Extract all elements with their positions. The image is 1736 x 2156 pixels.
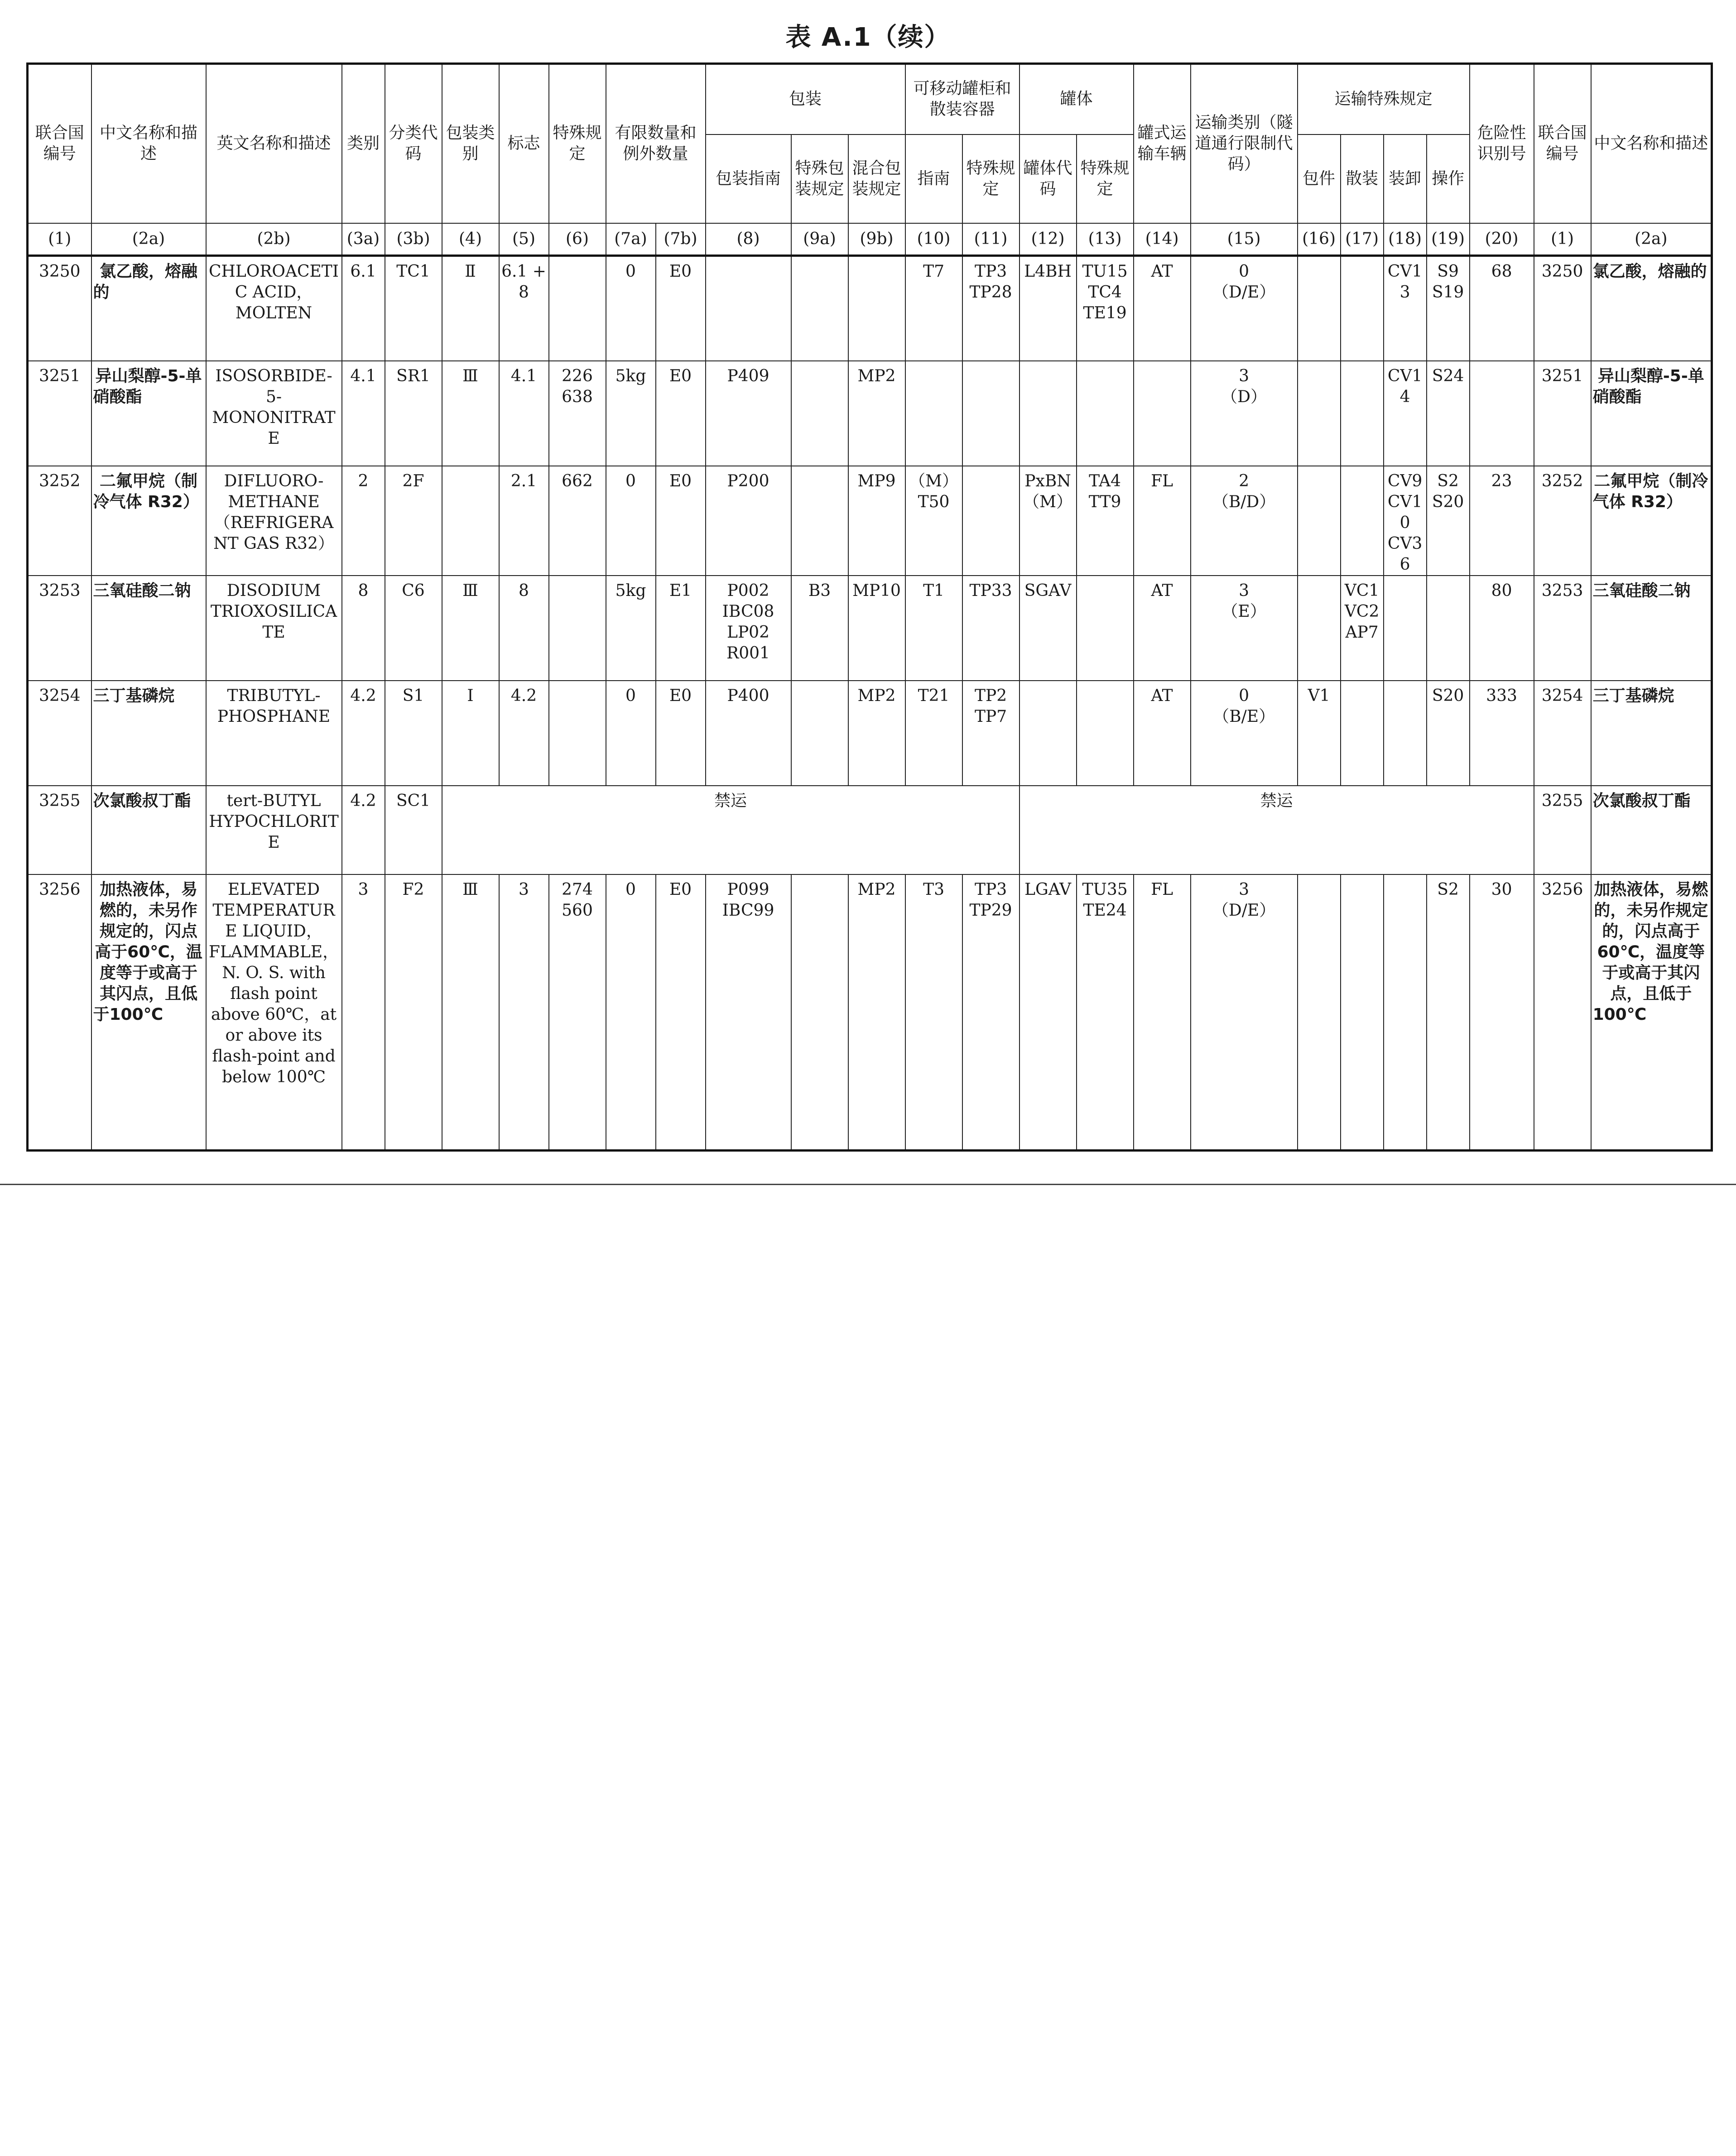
header-hazard-id: 危险性识别号 bbox=[1470, 64, 1534, 223]
cell-un: 3254 bbox=[28, 681, 91, 786]
cell-hazard-id: 80 bbox=[1470, 576, 1534, 681]
table-row-3255 bbox=[28, 786, 1712, 874]
cell-forbidden-2: 禁运 bbox=[1019, 786, 1534, 874]
cell-class: 4.2 bbox=[342, 681, 385, 786]
column-number-21: (17) bbox=[1341, 223, 1384, 256]
header-st-operation: 操作 bbox=[1427, 134, 1470, 223]
cell-class-code: C6 bbox=[385, 576, 442, 681]
cell-tank-code: LGAV bbox=[1019, 874, 1077, 1151]
table-row-3254 bbox=[28, 681, 1712, 786]
cell-excepted-qty: E0 bbox=[656, 256, 706, 361]
dangerous-goods-table bbox=[26, 62, 1713, 1152]
column-number-2: (2a) bbox=[91, 223, 206, 256]
cell-pt-special: TP3 TP28 bbox=[962, 256, 1019, 361]
cell-un-2: 3251 bbox=[1534, 361, 1591, 466]
cell-st-loading: CV9 CV10 CV36 bbox=[1384, 466, 1427, 576]
cell-un: 3252 bbox=[28, 466, 91, 576]
cell-name-en: CHLOROACETIC ACID，MOLTEN bbox=[206, 256, 342, 361]
cell-class: 8 bbox=[342, 576, 385, 681]
cell-un: 3250 bbox=[28, 256, 91, 361]
table-row-3256 bbox=[28, 874, 1712, 1151]
column-number-6: (4) bbox=[442, 223, 499, 256]
header-st-package: 包件 bbox=[1298, 134, 1341, 223]
cell-special-packing bbox=[791, 681, 848, 786]
header-row-1 bbox=[28, 64, 1712, 134]
header-class-code: 分类代码 bbox=[385, 64, 442, 223]
cell-mixed-packing: MP2 bbox=[848, 874, 905, 1151]
cell-st-package bbox=[1298, 874, 1341, 1151]
cell-st-operation: S9 S19 bbox=[1427, 256, 1470, 361]
cell-hazard-id: 23 bbox=[1470, 466, 1534, 576]
column-number-8: (6) bbox=[549, 223, 606, 256]
cell-labels: 2.1 bbox=[499, 466, 549, 576]
cell-special-provisions: 226 638 bbox=[549, 361, 606, 466]
cell-transport-category: 2 （B/D） bbox=[1191, 466, 1298, 576]
cell-special-packing bbox=[791, 361, 848, 466]
column-number-11: (8) bbox=[706, 223, 791, 256]
column-number-14: (10) bbox=[905, 223, 962, 256]
cell-name-cn: 三丁基磷烷 bbox=[91, 681, 206, 786]
column-number-18: (14) bbox=[1134, 223, 1191, 256]
cell-pt-special: TP33 bbox=[962, 576, 1019, 681]
cell-name-cn: 次氯酸叔丁酯 bbox=[91, 786, 206, 874]
cell-name-cn: 加热液体，易燃的，未另作规定的，闪点高于60℃，温度等于或高于其闪点，且低于100℃ bbox=[91, 874, 206, 1151]
cell-pt-special: TP2 TP7 bbox=[962, 681, 1019, 786]
cell-packing-group: Ⅲ bbox=[442, 874, 499, 1151]
cell-mixed-packing: MP2 bbox=[848, 361, 905, 466]
cell-tank-vehicle: AT bbox=[1134, 681, 1191, 786]
cell-un: 3253 bbox=[28, 576, 91, 681]
header-pt-special: 特殊规定 bbox=[962, 134, 1019, 223]
cell-tank-code: SGAV bbox=[1019, 576, 1077, 681]
cell-special-packing bbox=[791, 466, 848, 576]
cell-st-loading bbox=[1384, 576, 1427, 681]
column-number-23: (19) bbox=[1427, 223, 1470, 256]
cell-packing-group: Ⅲ bbox=[442, 576, 499, 681]
cell-packing-group: Ⅲ bbox=[442, 361, 499, 466]
column-number-20: (16) bbox=[1298, 223, 1341, 256]
cell-st-operation: S2 S20 bbox=[1427, 466, 1470, 576]
cell-hazard-id: 68 bbox=[1470, 256, 1534, 361]
column-number-1: (1) bbox=[28, 223, 91, 256]
cell-limited-qty: 0 bbox=[606, 256, 656, 361]
cell-pt-instr: T7 bbox=[905, 256, 962, 361]
cell-excepted-qty: E1 bbox=[656, 576, 706, 681]
table-row-3252 bbox=[28, 466, 1712, 576]
standard-rows bbox=[28, 256, 1712, 786]
cell-pt-special bbox=[962, 361, 1019, 466]
cell-name-cn: 二氟甲烷（制冷气体 R32） bbox=[91, 466, 206, 576]
header-tank-code: 罐体代码 bbox=[1019, 134, 1077, 223]
cell-transport-category: 0 （B/E） bbox=[1191, 681, 1298, 786]
cell-mixed-packing: MP9 bbox=[848, 466, 905, 576]
cell-pt-special: TP3 TP29 bbox=[962, 874, 1019, 1151]
cell-packing-instr: P200 bbox=[706, 466, 791, 576]
table-row-3251 bbox=[28, 361, 1712, 466]
cell-class-code: F2 bbox=[385, 874, 442, 1151]
cell-un-2: 3253 bbox=[1534, 576, 1591, 681]
cell-pt-instr: T3 bbox=[905, 874, 962, 1151]
header-name-cn-2: 中文名称和描述 bbox=[1591, 64, 1712, 223]
header-packing-instr: 包装指南 bbox=[706, 134, 791, 223]
cell-limited-qty: 0 bbox=[606, 466, 656, 576]
column-number-12: (9a) bbox=[791, 223, 848, 256]
column-number-10: (7b) bbox=[656, 223, 706, 256]
cell-name-cn: 三氧硅酸二钠 bbox=[91, 576, 206, 681]
cell-transport-category: 3 （E） bbox=[1191, 576, 1298, 681]
table-row-3253 bbox=[28, 576, 1712, 681]
cell-limited-qty: 0 bbox=[606, 874, 656, 1151]
cell-st-package bbox=[1298, 256, 1341, 361]
cell-tank-vehicle: AT bbox=[1134, 576, 1191, 681]
cell-mixed-packing: MP10 bbox=[848, 576, 905, 681]
cell-tank-code bbox=[1019, 361, 1077, 466]
cell-pt-instr: T21 bbox=[905, 681, 962, 786]
cell-excepted-qty: E0 bbox=[656, 681, 706, 786]
cell-un-2: 3250 bbox=[1534, 256, 1591, 361]
column-number-26: (2a) bbox=[1591, 223, 1712, 256]
cell-un: 3256 bbox=[28, 874, 91, 1151]
cell-un-2: 3252 bbox=[1534, 466, 1591, 576]
cell-tank-special: TA4 TT9 bbox=[1077, 466, 1134, 576]
cell-special-provisions: 274 560 bbox=[549, 874, 606, 1151]
cell-un-2: 3255 bbox=[1534, 786, 1591, 874]
cell-tank-special bbox=[1077, 576, 1134, 681]
cell-limited-qty: 5kg bbox=[606, 361, 656, 466]
header-special-provisions: 特殊规定 bbox=[549, 64, 606, 223]
cell-un: 3255 bbox=[28, 786, 91, 874]
cell-st-operation: S2 bbox=[1427, 874, 1470, 1151]
cell-pt-instr bbox=[905, 361, 962, 466]
row-3256-group bbox=[28, 874, 1712, 1151]
cell-transport-category: 0 （D/E） bbox=[1191, 256, 1298, 361]
header-st-bulk: 散装 bbox=[1341, 134, 1384, 223]
cell-packing-instr bbox=[706, 256, 791, 361]
column-number-4: (3a) bbox=[342, 223, 385, 256]
page-divider bbox=[0, 1184, 1736, 1185]
cell-tank-vehicle: AT bbox=[1134, 256, 1191, 361]
cell-mixed-packing bbox=[848, 256, 905, 361]
cell-tank-code bbox=[1019, 681, 1077, 786]
cell-tank-special: TU35 TE24 bbox=[1077, 874, 1134, 1151]
cell-st-package: V1 bbox=[1298, 681, 1341, 786]
cell-hazard-id: 333 bbox=[1470, 681, 1534, 786]
header-packing-group: 包装类别 bbox=[442, 64, 499, 223]
cell-packing-instr: P400 bbox=[706, 681, 791, 786]
cell-un: 3251 bbox=[28, 361, 91, 466]
header-tank-special: 特殊规定 bbox=[1077, 134, 1134, 223]
cell-st-loading bbox=[1384, 681, 1427, 786]
column-number-3: (2b) bbox=[206, 223, 342, 256]
cell-pt-instr: T1 bbox=[905, 576, 962, 681]
cell-st-bulk: VC1 VC2 AP7 bbox=[1341, 576, 1384, 681]
cell-st-bulk bbox=[1341, 466, 1384, 576]
header-name-en: 英文名称和描述 bbox=[206, 64, 342, 223]
cell-name-en: ISOSORBIDE-5-MONONITRATE bbox=[206, 361, 342, 466]
column-number-16: (12) bbox=[1019, 223, 1077, 256]
column-number-13: (9b) bbox=[848, 223, 905, 256]
cell-tank-special bbox=[1077, 681, 1134, 786]
cell-hazard-id: 30 bbox=[1470, 874, 1534, 1151]
column-number-22: (18) bbox=[1384, 223, 1427, 256]
cell-excepted-qty: E0 bbox=[656, 874, 706, 1151]
column-number-5: (3b) bbox=[385, 223, 442, 256]
cell-class-code: SR1 bbox=[385, 361, 442, 466]
cell-st-loading bbox=[1384, 874, 1427, 1151]
cell-special-packing bbox=[791, 256, 848, 361]
cell-labels: 6.1 + 8 bbox=[499, 256, 549, 361]
cell-class: 2 bbox=[342, 466, 385, 576]
column-number-7: (5) bbox=[499, 223, 549, 256]
cell-st-loading: CV14 bbox=[1384, 361, 1427, 466]
cell-labels: 4.2 bbox=[499, 681, 549, 786]
cell-class: 3 bbox=[342, 874, 385, 1151]
header-portable-tanks: 可移动罐柜和散装容器 bbox=[905, 64, 1019, 134]
column-number-25: (1) bbox=[1534, 223, 1591, 256]
cell-st-bulk bbox=[1341, 681, 1384, 786]
cell-name-cn: 异山梨醇-5-单硝酸酯 bbox=[91, 361, 206, 466]
header-transport-category: 运输类别（隧道通行限制代码） bbox=[1191, 64, 1298, 223]
cell-packing-instr: P409 bbox=[706, 361, 791, 466]
cell-limited-qty: 5kg bbox=[606, 576, 656, 681]
cell-labels: 8 bbox=[499, 576, 549, 681]
cell-tank-code: L4BH bbox=[1019, 256, 1077, 361]
cell-class-code: 2F bbox=[385, 466, 442, 576]
header-name-cn: 中文名称和描述 bbox=[91, 64, 206, 223]
column-number-17: (13) bbox=[1077, 223, 1134, 256]
cell-st-bulk bbox=[1341, 874, 1384, 1151]
cell-labels: 4.1 bbox=[499, 361, 549, 466]
column-number-row bbox=[28, 223, 1712, 256]
table-row-3250 bbox=[28, 256, 1712, 361]
header-labels: 标志 bbox=[499, 64, 549, 223]
header-mixed-packing: 混合包装规定 bbox=[848, 134, 905, 223]
cell-tank-vehicle: FL bbox=[1134, 874, 1191, 1151]
cell-hazard-id bbox=[1470, 361, 1534, 466]
cell-name-cn-2: 次氯酸叔丁酯 bbox=[1591, 786, 1712, 874]
cell-packing-instr: P099 IBC99 bbox=[706, 874, 791, 1151]
cell-excepted-qty: E0 bbox=[656, 466, 706, 576]
cell-st-package bbox=[1298, 361, 1341, 466]
cell-packing-group: Ⅱ bbox=[442, 256, 499, 361]
cell-st-operation bbox=[1427, 576, 1470, 681]
cell-special-packing: B3 bbox=[791, 576, 848, 681]
cell-class-code: SC1 bbox=[385, 786, 442, 874]
cell-class: 6.1 bbox=[342, 256, 385, 361]
table-title: 表 A.1（续） bbox=[785, 23, 951, 52]
cell-un-2: 3254 bbox=[1534, 681, 1591, 786]
cell-limited-qty: 0 bbox=[606, 681, 656, 786]
cell-packing-instr: P002 IBC08 LP02 R001 bbox=[706, 576, 791, 681]
cell-transport-category: 3 （D/E） bbox=[1191, 874, 1298, 1151]
cell-class-code: S1 bbox=[385, 681, 442, 786]
cell-st-operation: S24 bbox=[1427, 361, 1470, 466]
cell-name-en: DIFLUORO-METHANE（REFRIGERANT GAS R32） bbox=[206, 466, 342, 576]
header-tanks: 罐体 bbox=[1019, 64, 1134, 134]
cell-class-code: TC1 bbox=[385, 256, 442, 361]
cell-forbidden-1: 禁运 bbox=[442, 786, 1019, 874]
column-number-9: (7a) bbox=[606, 223, 656, 256]
cell-labels: 3 bbox=[499, 874, 549, 1151]
header-un-no: 联合国编号 bbox=[28, 64, 91, 223]
cell-class: 4.1 bbox=[342, 361, 385, 466]
cell-name-en: tert-BUTYL HYPOCHLORITE bbox=[206, 786, 342, 874]
cell-special-packing bbox=[791, 874, 848, 1151]
header-special-packing: 特殊包装规定 bbox=[791, 134, 848, 223]
cell-tank-special: TU15 TC4 TE19 bbox=[1077, 256, 1134, 361]
cell-pt-instr: （M） T50 bbox=[905, 466, 962, 576]
header-st-loading: 装卸 bbox=[1384, 134, 1427, 223]
cell-tank-special bbox=[1077, 361, 1134, 466]
header-limited-qty: 有限数量和例外数量 bbox=[606, 64, 706, 223]
cell-class: 4.2 bbox=[342, 786, 385, 874]
header-tank-vehicle: 罐式运输车辆 bbox=[1134, 64, 1191, 223]
cell-name-cn-2: 加热液体，易燃的，未另作规定的，闪点高于60℃，温度等于或高于其闪点，且低于100℃ bbox=[1591, 874, 1712, 1151]
cell-name-cn-2: 异山梨醇-5-单硝酸酯 bbox=[1591, 361, 1712, 466]
cell-packing-group: Ⅰ bbox=[442, 681, 499, 786]
cell-name-en: ELEVATED TEMPERATURE LIQUID，FLAMMABLE，N. O. S. with flash point above 60℃，at or above its flash-point and below 100℃ bbox=[206, 874, 342, 1151]
cell-name-cn-2: 三丁基磷烷 bbox=[1591, 681, 1712, 786]
cell-mixed-packing: MP2 bbox=[848, 681, 905, 786]
cell-name-cn-2: 三氧硅酸二钠 bbox=[1591, 576, 1712, 681]
column-number-15: (11) bbox=[962, 223, 1019, 256]
cell-st-loading: CV13 bbox=[1384, 256, 1427, 361]
cell-st-bulk bbox=[1341, 361, 1384, 466]
cell-packing-group bbox=[442, 466, 499, 576]
cell-tank-code: PxBN （M） bbox=[1019, 466, 1077, 576]
cell-name-en: DISODIUM TRIOXOSILICATE bbox=[206, 576, 342, 681]
column-number-19: (15) bbox=[1191, 223, 1298, 256]
cell-special-provisions bbox=[549, 256, 606, 361]
header-pt-instr: 指南 bbox=[905, 134, 962, 223]
cell-un-2: 3256 bbox=[1534, 874, 1591, 1151]
header-packaging: 包装 bbox=[706, 64, 905, 134]
cell-st-package bbox=[1298, 466, 1341, 576]
cell-special-provisions bbox=[549, 681, 606, 786]
cell-special-provisions bbox=[549, 576, 606, 681]
cell-excepted-qty: E0 bbox=[656, 361, 706, 466]
header-un-no-2: 联合国编号 bbox=[1534, 64, 1591, 223]
cell-pt-special bbox=[962, 466, 1019, 576]
cell-tank-vehicle bbox=[1134, 361, 1191, 466]
column-number-24: (20) bbox=[1470, 223, 1534, 256]
cell-transport-category: 3 （D） bbox=[1191, 361, 1298, 466]
cell-name-cn: 氯乙酸，熔融的 bbox=[91, 256, 206, 361]
cell-name-en: TRIBUTYL-PHOSPHANE bbox=[206, 681, 342, 786]
cell-special-provisions: 662 bbox=[549, 466, 606, 576]
cell-st-operation: S20 bbox=[1427, 681, 1470, 786]
cell-st-bulk bbox=[1341, 256, 1384, 361]
header-special-transport: 运输特殊规定 bbox=[1298, 64, 1470, 134]
cell-tank-vehicle: FL bbox=[1134, 466, 1191, 576]
cell-st-package bbox=[1298, 576, 1341, 681]
cell-name-cn-2: 二氟甲烷（制冷气体 R32） bbox=[1591, 466, 1712, 576]
cell-name-cn-2: 氯乙酸，熔融的 bbox=[1591, 256, 1712, 361]
header-class: 类别 bbox=[342, 64, 385, 223]
